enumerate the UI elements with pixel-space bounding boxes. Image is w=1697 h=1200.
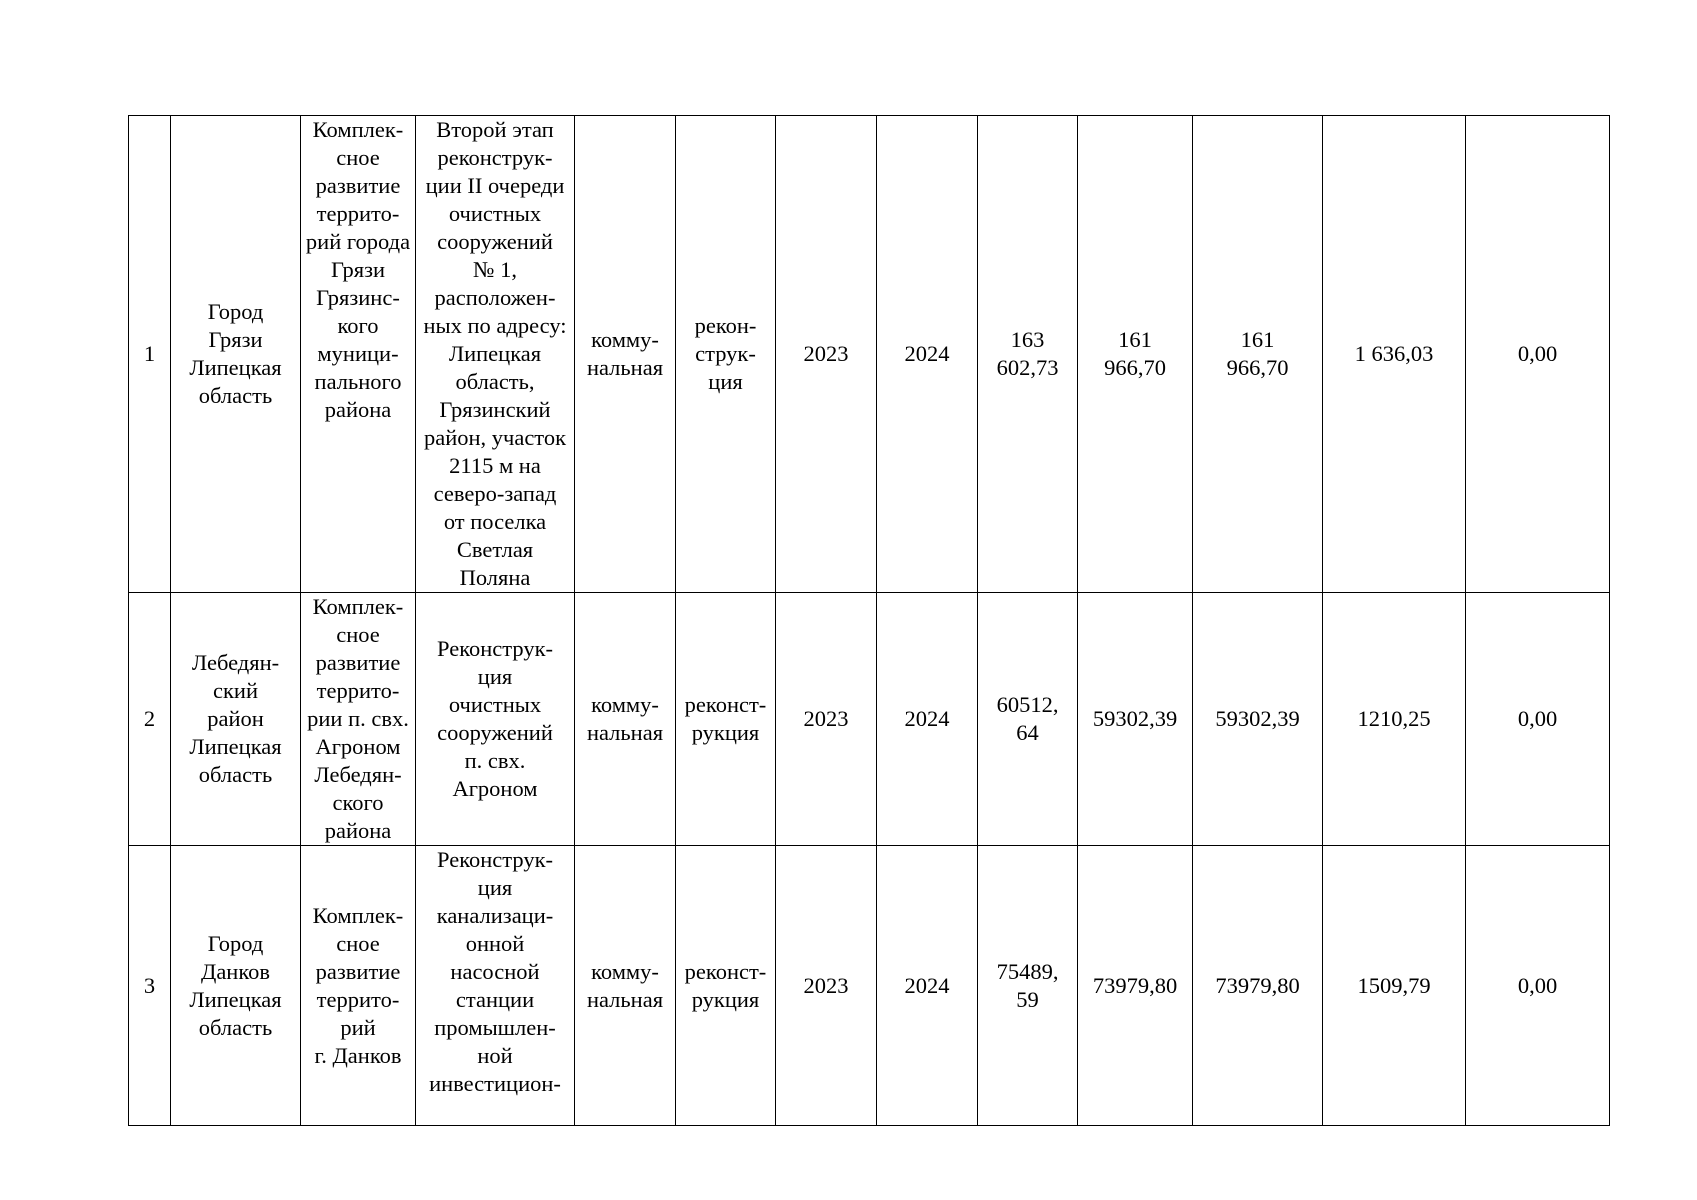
end-year: 2024 [904, 706, 950, 731]
work-text: реконст- рукция [684, 958, 767, 1012]
cell-type [575, 846, 676, 1126]
program-text: Комплек- сное развитие террито- рии п. свх. Агроном Лебедян- ского района [307, 594, 409, 843]
table-row [129, 593, 1610, 846]
cell-value-3 [1323, 846, 1466, 1126]
cell-value-3 [1323, 116, 1466, 593]
total-value: 75489, 59 [996, 958, 1059, 1012]
cell-number [129, 593, 171, 846]
cell-number [129, 116, 171, 593]
data-table [128, 115, 1610, 1126]
cell-end-year [877, 116, 978, 593]
program-text: Комплек- сное развитие террито- рий г. Данков [312, 902, 404, 1068]
cell-municipality [171, 846, 301, 1126]
object-text: Второй этап реконструк- ции II очереди очистных сооружений № 1, расположен- ных по адресу: Липецкая область, Грязинский район, участок 2115 м на северо-запад от поселка Светлая Поляна [423, 117, 567, 590]
value-2: 73979,80 [1215, 972, 1300, 998]
cell-work [676, 846, 776, 1126]
object-text: Реконструк- ция очистных сооружений п. свх. Агроном [436, 636, 553, 801]
cell-type [575, 593, 676, 846]
start-year: 2023 [803, 341, 849, 366]
work-text: рекон- струк- ция [694, 313, 757, 394]
cell-municipality [171, 593, 301, 846]
value-3: 1 636,03 [1354, 341, 1434, 366]
cell-value-1 [1078, 593, 1193, 846]
cell-total [978, 116, 1078, 593]
cell-start-year [776, 846, 877, 1126]
type-text: комму- нальная [586, 327, 664, 380]
table-row [129, 116, 1610, 593]
cell-value-2 [1193, 846, 1323, 1126]
table-row [129, 846, 1610, 1126]
row-number: 1 [143, 341, 156, 366]
cell-value-3 [1323, 593, 1466, 846]
cell-value-4 [1466, 116, 1610, 593]
type-text: комму- нальная [586, 692, 664, 745]
cell-value-4 [1466, 593, 1610, 846]
municipality-text: Город Данков Липецкая область [189, 930, 282, 1040]
cell-value-2 [1193, 116, 1323, 593]
row-number: 3 [143, 972, 156, 998]
end-year: 2024 [904, 972, 950, 998]
value-4: 0,00 [1517, 341, 1558, 366]
cell-end-year [877, 593, 978, 846]
cell-start-year [776, 593, 877, 846]
cell-object [416, 593, 575, 846]
type-text: комму- нальная [586, 958, 664, 1012]
cell-number [129, 846, 171, 1126]
value-4: 0,00 [1517, 972, 1558, 998]
cell-value-1 [1078, 116, 1193, 593]
cell-total [978, 593, 1078, 846]
value-1: 161 966,70 [1104, 327, 1166, 380]
value-2: 161 966,70 [1226, 327, 1289, 380]
cell-municipality [171, 116, 301, 593]
value-3: 1509,79 [1357, 972, 1431, 998]
object-text: Реконструк- ция канализаци- онной насосной станции промышлен- ной инвестицион- [429, 847, 561, 1096]
cell-program [301, 846, 416, 1126]
cell-work [676, 593, 776, 846]
cell-value-2 [1193, 593, 1323, 846]
municipality-text: Город Грязи Липецкая область [189, 299, 282, 408]
value-3: 1210,25 [1357, 706, 1431, 731]
cell-total [978, 846, 1078, 1126]
cell-work [676, 116, 776, 593]
value-1: 59302,39 [1092, 706, 1178, 731]
value-4: 0,00 [1517, 706, 1558, 731]
total-value: 163 602,73 [996, 327, 1059, 380]
work-text: реконст- рукция [684, 692, 767, 745]
cell-end-year [877, 846, 978, 1126]
start-year: 2023 [803, 706, 849, 731]
cell-object [416, 116, 575, 593]
cell-program [301, 593, 416, 846]
cell-value-4 [1466, 846, 1610, 1126]
cell-object [416, 846, 575, 1126]
cell-program [301, 116, 416, 593]
value-1: 73979,80 [1092, 972, 1178, 998]
cell-value-1 [1078, 846, 1193, 1126]
start-year: 2023 [803, 972, 849, 998]
cell-type [575, 116, 676, 593]
municipality-text: Лебедян- ский район Липецкая область [189, 650, 282, 787]
program-text: Комплек- сное развитие террито- рий города Грязи Грязинс- кого муници- пального района [305, 117, 411, 422]
value-2: 59302,39 [1215, 706, 1300, 731]
cell-start-year [776, 116, 877, 593]
end-year: 2024 [904, 341, 950, 366]
row-number: 2 [143, 706, 156, 731]
total-value: 60512, 64 [996, 692, 1059, 745]
